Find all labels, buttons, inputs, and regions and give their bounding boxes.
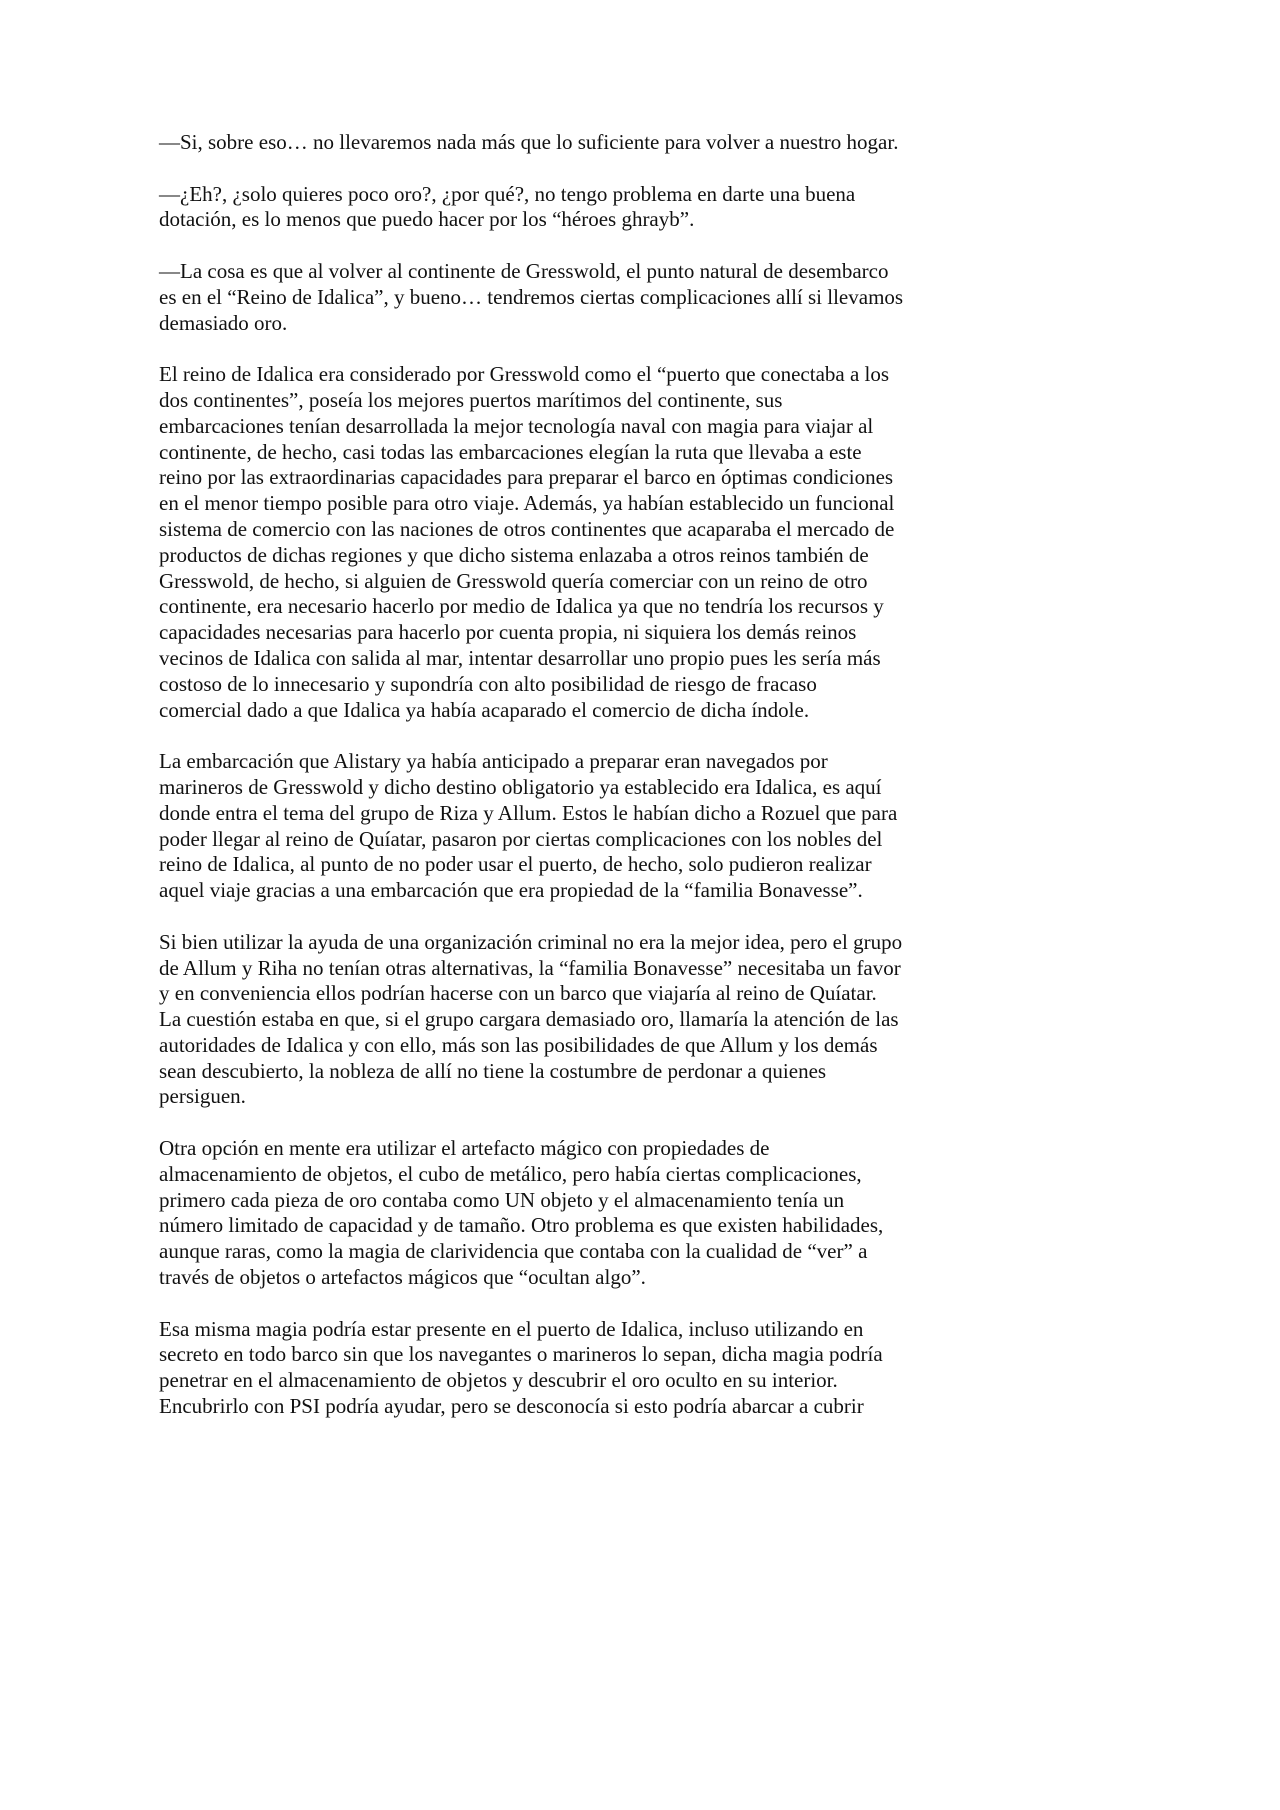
paragraph-1: —Si, sobre eso… no llevaremos nada más que lo suficiente para volver a nuestro hogar.: [159, 130, 899, 154]
paragraph-8: Esa misma magia podría estar presente en el puerto de Idalica, incluso utilizando en secreto en todo barco sin que los navegantes o marineros lo sepan, dicha magia podría penetrar en el almacenamiento de objetos y descubrir el oro oculto en su interior. Encubrirlo con PSI podría ayudar, pero se desconocía si esto podría abarcar a cubrir: [159, 1316, 883, 1419]
paragraph-2: —¿Eh?, ¿solo quieres poco oro?, ¿por qué?, no tengo problema en darte una buena dotación, es lo menos que puedo hacer por los “héroes ghrayb”.: [159, 181, 856, 232]
paragraph-6: Si bien utilizar la ayuda de una organización criminal no era la mejor idea, pero el grupo de Allum y Riha no tenían otras alternativas, la “familia Bonavesse” necesitaba un favor y en conveniencia ellos podrían hacerse con un barco que viajaría al reino de Quíatar. La cuestión estaba en que, si el grupo cargara demasiado oro, llamaría la atención de las autoridades de Idalica y con ello, más son las posibilidades de que Allum y los demás sean descubierto, la nobleza de allí no tiene la costumbre de perdonar a quienes persiguen.: [159, 929, 903, 1109]
paragraph-7: Otra opción en mente era utilizar el artefacto mágico con propiedades de almacenamiento de objetos, el cubo de metálico, pero había ciertas complicaciones, primero cada pieza de oro contaba como UN objeto y el almacenamiento tenía un número limitado de capacidad y de tamaño. Otro problema es que existen habilidades, aunque raras, como la magia de clarividencia que contaba con la cualidad de “ver” a través de objetos o artefactos mágicos que “ocultan algo”.: [159, 1136, 884, 1290]
paragraph-5: La embarcación que Alistary ya había anticipado a preparar eran navegados por marineros de Gresswold y dicho destino obligatorio ya establecido era Idalica, es aquí donde entra el tema del grupo de Riza y Allum. Estos le habían dicho a Rozuel que para poder llegar al reino de Quíatar, pasaron por ciertas complicaciones con los nobles del reino de Idalica, al punto de no poder usar el puerto, de hecho, solo pudieron realizar aquel viaje gracias a una embarcación que era propiedad de la “familia Bonavesse”.: [159, 749, 898, 903]
document-body: [159, 130, 959, 1446]
paragraph-4: El reino de Idalica era considerado por Gresswold como el “puerto que conectaba a los dos continentes”, poseía los mejores puertos marítimos del continente, sus embarcaciones tenían desarrollada la mejor tecnología naval con magia para viajar al continente, de hecho, casi todas las embarcaciones elegían la ruta que llevaba a este reino por las extraordinarias capacidades para preparar el barco en óptimas condiciones en el menor tiempo posible para otro viaje. Además, ya habían establecido un funcional sistema de comercio con las naciones de otros continentes que acaparaba el mercado de productos de dichas regiones y que dicho sistema enlazaba a otros reinos también de Gresswold, de hecho, si alguien de Gresswold quería comerciar con un reino de otro continente, era necesario hacerlo por medio de Idalica ya que no tendría los recursos y capacidades necesarias para hacerlo por cuenta propia, ni siquiera los demás reinos vecinos de Idalica con salida al mar, intentar desarrollar uno propio pues les sería más costoso de lo innecesario y supondría con alto posibilidad de riesgo de fracaso comercial dado a que Idalica ya había acaparado el comercio de dicha índole.: [159, 362, 895, 722]
paragraph-3: —La cosa es que al volver al continente de Gresswold, el punto natural de desembarco es en el “Reino de Idalica”, y bueno… tendremos ciertas complicaciones allí si llevamos demasiado oro.: [159, 258, 904, 335]
